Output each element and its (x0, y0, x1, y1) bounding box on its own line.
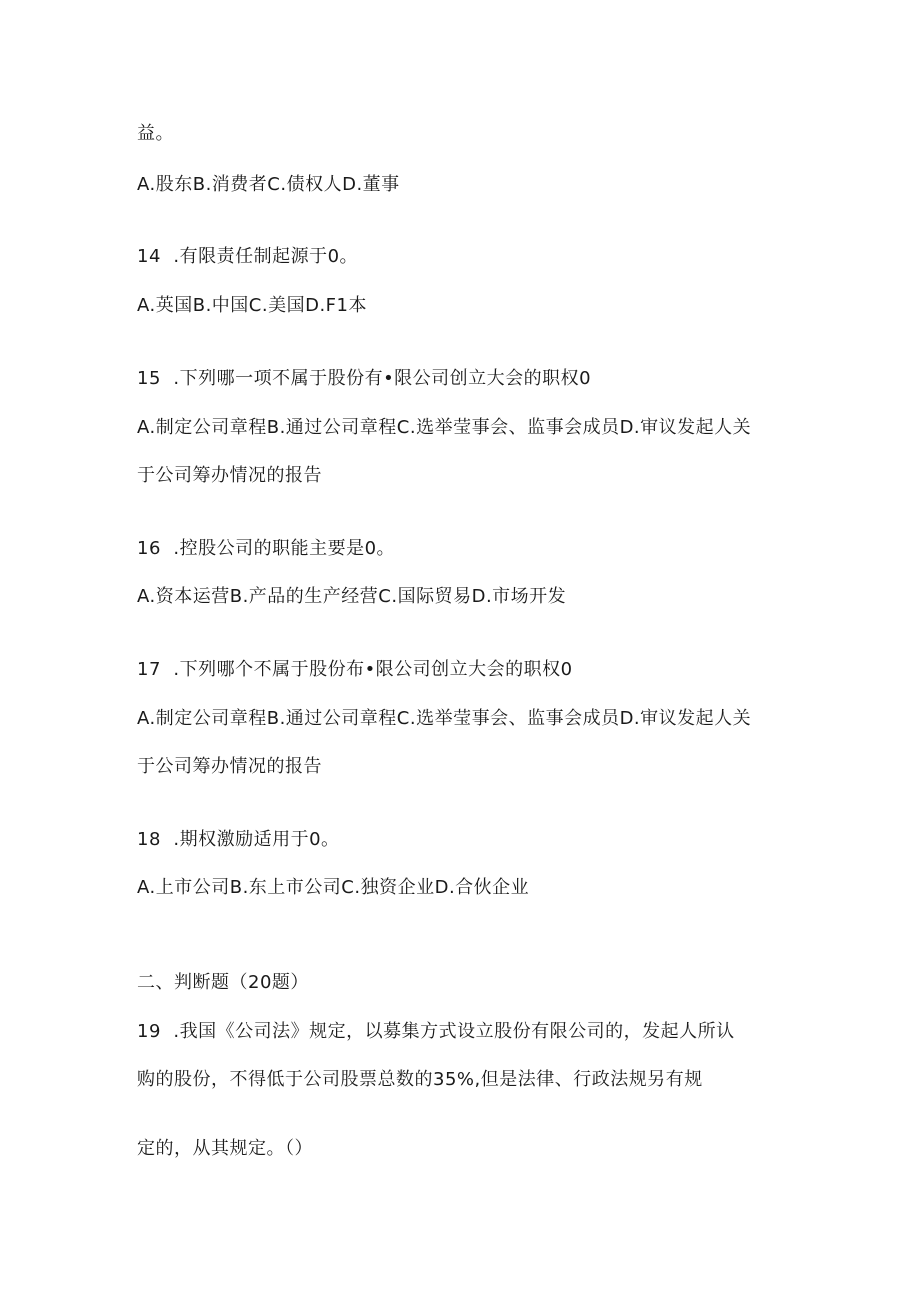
answer-options: A.股东B.消费者C.债权人D.董事 (137, 174, 400, 195)
question-15: 15 .下列哪一项不属于股份有•限公司创立大会的职权0 (137, 368, 592, 389)
answer-options-continued: 于公司筹办情况的报告 (137, 756, 322, 777)
answer-options: A.英国B.中国C.美国D.F1本 (137, 295, 367, 316)
answer-options-continued: 于公司筹办情况的报告 (137, 465, 322, 486)
question-19-continued: 购的股份，不得低于公司股票总数的35%,但是法律、行政法规另有规 (137, 1069, 703, 1090)
question-17: 17 .下列哪个不属于股份布•限公司创立大会的职权0 (137, 659, 573, 680)
answer-options: A.制定公司章程B.通过公司章程C.选举莹事会、监事会成员D.审议发起人关 (137, 708, 752, 729)
answer-options: A.上市公司B.东上市公司C.独资企业D.合伙企业 (137, 877, 530, 898)
question-19-continued: 定的，从其规定。（） (137, 1138, 313, 1159)
question-18: 18 .期权激励适用于0。 (137, 829, 340, 850)
question-14: 14 .有限责任制起源于0。 (137, 246, 359, 267)
answer-options: A.资本运营B.产品的生产经营C.国际贸易D.市场开发 (137, 586, 567, 607)
question-19: 19 .我国《公司法》规定，以募集方式设立股份有限公司的，发起人所认 (137, 1021, 735, 1042)
question-16: 16 .控股公司的职能主要是0。 (137, 538, 396, 559)
text-line: 益。 (137, 123, 174, 144)
section-heading: 二、判断题（20题） (137, 972, 309, 993)
answer-options: A.制定公司章程B.通过公司章程C.选举莹事会、监事会成员D.审议发起人关 (137, 417, 752, 438)
